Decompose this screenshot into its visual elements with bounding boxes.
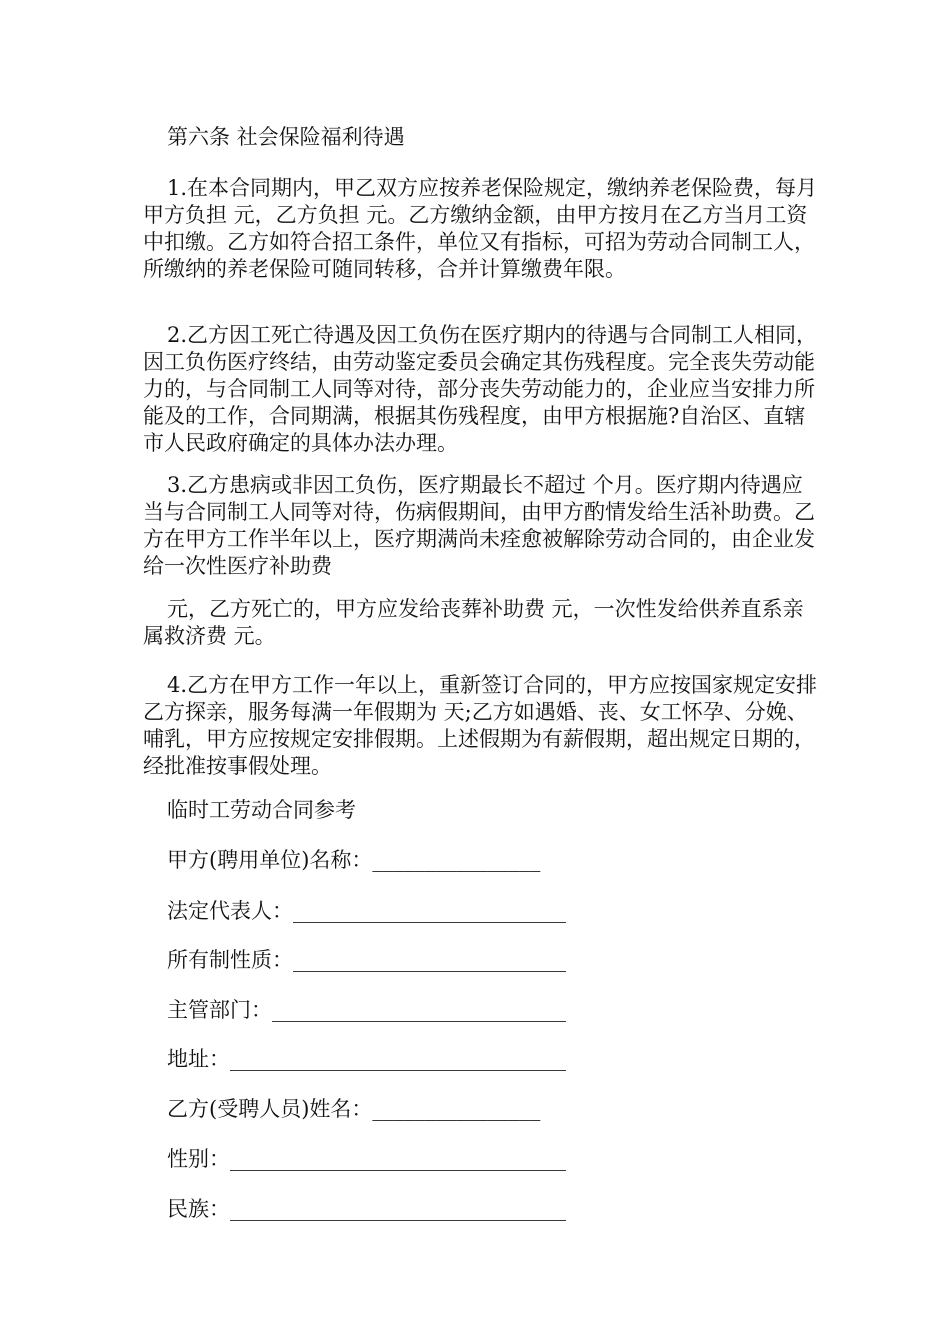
form-field-supervising-department <box>167 995 566 1025</box>
paragraph-1: 1.在本合同期内，甲乙双方应按养老保险规定，缴纳养老保险费，每月甲方负担 元，乙方负担 元。乙方缴纳金额，由甲方按月在乙方当月工资中扣缴。乙方如符合招工条件，单位又有指标，可招为劳动合同制工人，所缴纳的养老保险可随同转移，合并计算缴费年限。 <box>143 176 818 281</box>
form-field-blank-line: __________________________ <box>293 899 566 923</box>
form-field-label: 法定代表人： <box>167 899 293 923</box>
section-heading: 第六条 社会保险福利待遇 <box>167 125 405 149</box>
form-field-blank-line: __________________________ <box>293 948 566 972</box>
form-field-blank-line: ________________ <box>372 1097 541 1121</box>
form-field-label: 地址： <box>167 1047 230 1071</box>
paragraph-2: 2.乙方因工死亡待遇及因工负伤在医疗期内的待遇与合同制工人相同，因工负伤医疗终结，由劳动鉴定委员会确定其伤残程度。完全丧失劳动能力的，与合同制工人同等对待，部分丧失劳动能力的，企业应当安排力所能及的工作，合同期满，根据其伤残程度，由甲方根据施?自治区、直辖市人民政府确定的具体办法办理。 <box>143 323 818 455</box>
form-field-employer-name <box>167 845 540 875</box>
form-field-label: 甲方(聘用单位)名称： <box>167 848 373 872</box>
form-field-label: 主管部门： <box>167 998 272 1022</box>
form-field-ethnicity <box>167 1194 566 1224</box>
form-field-label: 乙方(受聘人员)姓名： <box>167 1097 373 1121</box>
form-field-blank-line: ________________________________ <box>230 1147 566 1171</box>
paragraph-3: 3.乙方患病或非因工负伤，医疗期最长不超过 个月。医疗期内待遇应当与合同制工人同等对待，伤病假期间，由甲方酌情发给生活补助费。乙方在甲方工作半年以上，医疗期满尚未痊愈被解除劳动合同的，由企业发给一次性医疗补助费 <box>143 473 815 578</box>
form-field-blank-line: ________________ <box>372 848 541 872</box>
form-field-blank-line: ________________________________ <box>230 1197 566 1221</box>
form-field-gender <box>167 1144 566 1174</box>
paragraph-3-continued: 元，乙方死亡的，甲方应发给丧葬补助费 元，一次性发给供养直系亲属救济费 元。 <box>143 597 804 648</box>
paragraph-4: 4.乙方在甲方工作一年以上，重新签订合同的，甲方应按国家规定安排乙方探亲，服务每满一年假期为 天;乙方如遇婚、丧、女工怀孕、分娩、哺乳，甲方应按规定安排假期。上述假期为有薪假期，超出规定日期的，经批准按事假处理。 <box>143 673 818 778</box>
form-field-ownership-type <box>167 945 566 975</box>
form-field-label: 所有制性质： <box>167 948 293 972</box>
contract-title: 临时工劳动合同参考 <box>167 798 356 822</box>
form-field-label: 民族： <box>167 1197 230 1221</box>
form-field-label: 性别： <box>167 1147 230 1171</box>
form-field-blank-line: ____________________________ <box>272 998 566 1022</box>
form-field-address <box>167 1044 566 1074</box>
form-field-legal-representative <box>167 896 566 926</box>
form-field-blank-line: ________________________________ <box>230 1047 566 1071</box>
form-field-employee-name <box>167 1094 540 1124</box>
